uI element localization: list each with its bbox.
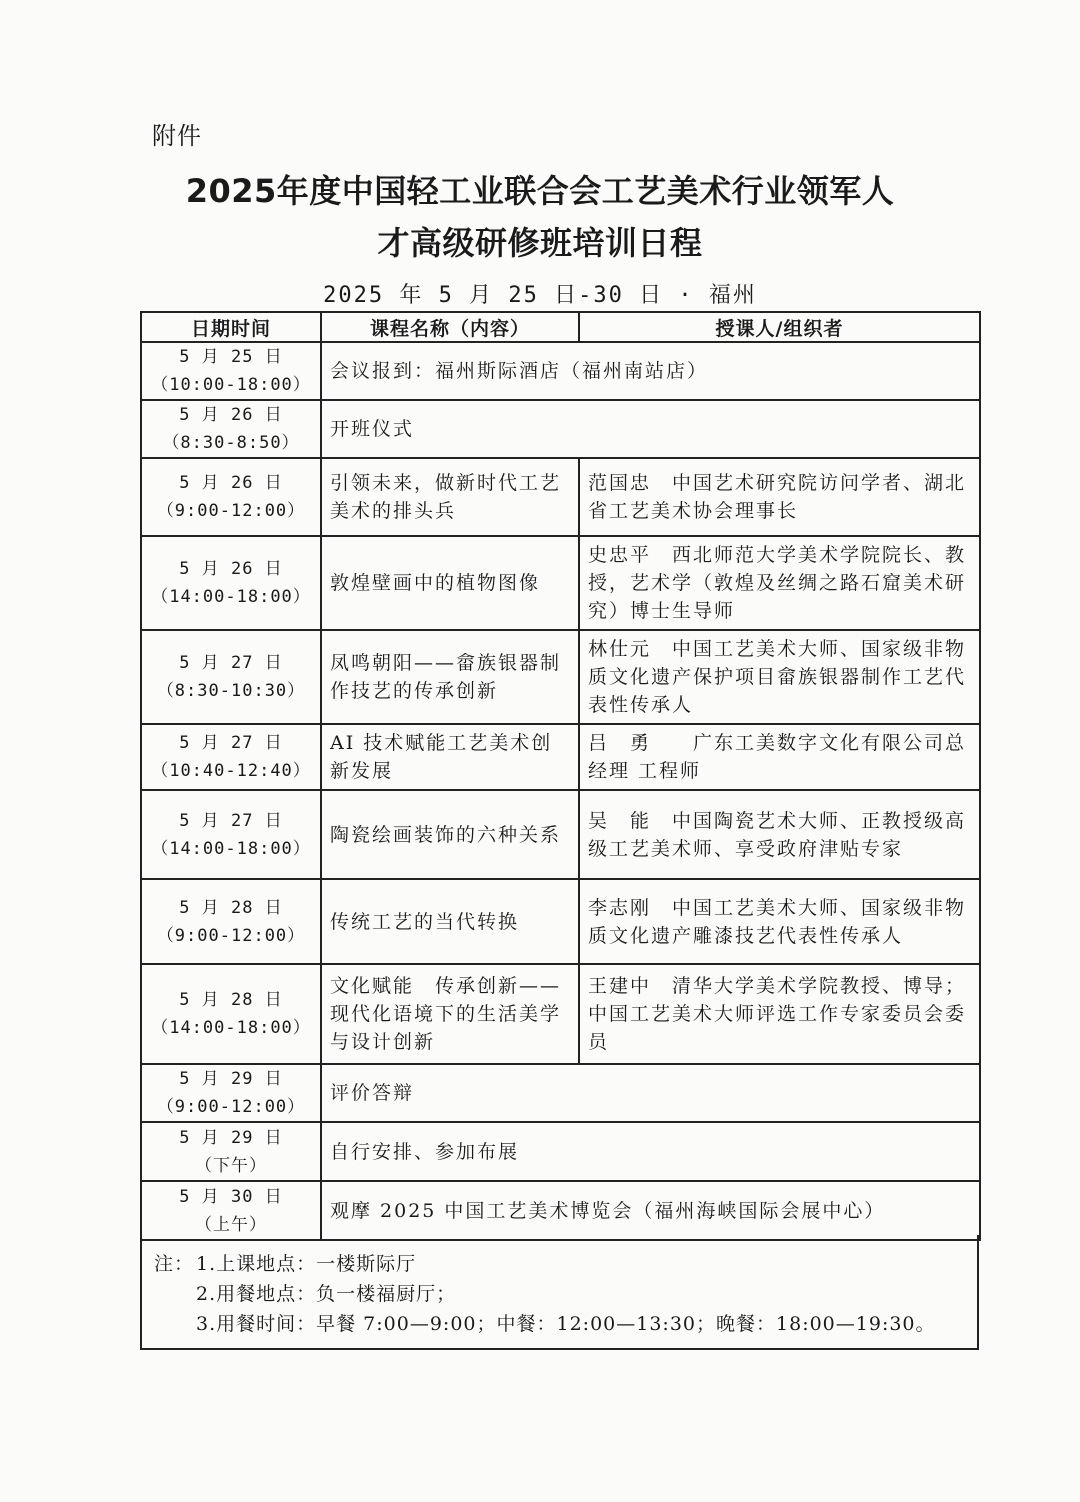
header-course: 课程名称（内容） <box>321 312 579 342</box>
row-date <box>141 536 321 630</box>
row-course: 传统工艺的当代转换 <box>321 879 579 964</box>
row-date <box>141 400 321 458</box>
row-date <box>141 1181 321 1240</box>
row-speaker: 李志刚 中国工艺美术大师、国家级非物质文化遗产雕漆技艺代表性传承人 <box>579 879 980 964</box>
note-text: 2.用餐地点：负一楼福厨厅； <box>196 1283 457 1305</box>
row-date <box>141 630 321 724</box>
header-speaker: 授课人/组织者 <box>579 312 980 342</box>
notes-section <box>140 1235 979 1350</box>
schedule-row <box>141 724 980 790</box>
row-date <box>141 1122 321 1181</box>
row-day: 5 月 26 日 <box>179 405 283 425</box>
note-item <box>154 1309 977 1339</box>
row-speaker: 史忠平 西北师范大学美术学院院长、教授，艺术学（敦煌及丝绸之路石窟美术研究）博士生导师 <box>579 536 980 630</box>
row-date <box>141 724 321 790</box>
row-time: （10:40-12:40） <box>151 761 311 781</box>
schedule-row <box>141 630 980 724</box>
row-course: 自行安排、参加布展 <box>321 1122 980 1181</box>
row-speaker: 吴 能 中国陶瓷艺术大师、正教授级高级工艺美术师、享受政府津贴专家 <box>579 790 980 879</box>
note-text: 3.用餐时间：早餐 7:00—9:00；中餐：12:00—13:30；晚餐：18:00—19:30。 <box>196 1313 936 1335</box>
schedule-row <box>141 458 980 536</box>
row-time: （8:30-8:50） <box>162 433 300 453</box>
row-course: 评价答辩 <box>321 1064 980 1122</box>
row-day: 5 月 29 日 <box>179 1069 283 1089</box>
note-item <box>154 1249 977 1279</box>
header-date: 日期时间 <box>141 312 321 342</box>
row-course: 文化赋能 传承创新——现代化语境下的生活美学与设计创新 <box>321 964 579 1064</box>
row-time: （9:00-12:00） <box>156 925 306 946</box>
row-time: （9:00-12:00） <box>156 1097 306 1117</box>
row-day: 5 月 25 日 <box>179 347 283 367</box>
row-day: 5 月 26 日 <box>179 473 283 493</box>
row-time: （10:00-18:00） <box>151 375 311 395</box>
row-date <box>141 342 321 400</box>
schedule-row <box>141 879 980 964</box>
row-day: 5 月 30 日 <box>179 1186 283 1207</box>
row-course: 观摩 2025 中国工艺美术博览会（福州海峡国际会展中心） <box>321 1181 980 1240</box>
row-speaker: 王建中 清华大学美术学院教授、博导；中国工艺美术大师评选工作专家委员会委员 <box>579 964 980 1064</box>
row-time: （14:00-18:00） <box>151 1018 311 1038</box>
row-speaker: 范国忠 中国艺术研究院访问学者、湖北省工艺美术协会理事长 <box>579 458 980 536</box>
row-time: （8:30-10:30） <box>156 681 306 701</box>
row-course: 引领未来，做新时代工艺美术的排头兵 <box>321 458 579 536</box>
row-date <box>141 964 321 1064</box>
schedule-row <box>141 1064 980 1122</box>
schedule-row <box>141 790 980 879</box>
title-line-2: 才高级研修班培训日程 <box>377 224 703 262</box>
row-day: 5 月 27 日 <box>179 653 283 673</box>
row-date <box>141 879 321 964</box>
title-line-1: 2025年度中国轻工业联合会工艺美术行业领军人 <box>185 172 895 210</box>
schedule-table <box>140 311 981 1241</box>
row-speaker: 林仕元 中国工艺美术大师、国家级非物质文化遗产保护项目畲族银器制作工艺代表性传承人 <box>579 630 980 724</box>
row-time: （上午） <box>195 1214 267 1235</box>
schedule-row <box>141 964 980 1064</box>
document-title <box>120 165 960 269</box>
row-speaker: 吕 勇 广东工美数字文化有限公司总经理 工程师 <box>579 724 980 790</box>
row-day: 5 月 28 日 <box>179 990 283 1010</box>
row-day: 5 月 29 日 <box>179 1127 283 1148</box>
schedule-row <box>141 536 980 630</box>
row-time: （14:00-18:00） <box>151 838 311 859</box>
schedule-row <box>141 400 980 458</box>
row-day: 5 月 26 日 <box>179 559 283 579</box>
row-course: 陶瓷绘画装饰的六种关系 <box>321 790 579 879</box>
row-course: 敦煌壁画中的植物图像 <box>321 536 579 630</box>
row-time: （9:00-12:00） <box>156 501 306 521</box>
row-day: 5 月 27 日 <box>179 733 283 753</box>
row-date <box>141 790 321 879</box>
row-date <box>141 1064 321 1122</box>
row-course: 开班仪式 <box>321 400 980 458</box>
row-date <box>141 458 321 536</box>
row-course: 凤鸣朝阳——畲族银器制作技艺的传承创新 <box>321 630 579 724</box>
schedule-row <box>141 1181 980 1240</box>
row-time: （下午） <box>195 1155 267 1176</box>
attachment-label: 附件 <box>152 122 202 150</box>
row-time: （14:00-18:00） <box>151 587 311 607</box>
schedule-row <box>141 1122 980 1181</box>
notes-lead: 注： <box>154 1253 195 1275</box>
row-course: AI 技术赋能工艺美术创新发展 <box>321 724 579 790</box>
note-text: 1.上课地点：一楼斯际厅 <box>196 1253 417 1275</box>
header-row <box>141 312 980 342</box>
row-course: 会议报到：福州斯际酒店（福州南站店） <box>321 342 980 400</box>
date-location-subtitle: 2025 年 5 月 25 日-30 日 · 福州 <box>323 283 757 308</box>
row-day: 5 月 28 日 <box>179 897 283 918</box>
row-day: 5 月 27 日 <box>179 810 283 831</box>
schedule-row <box>141 342 980 400</box>
note-item <box>154 1279 977 1309</box>
